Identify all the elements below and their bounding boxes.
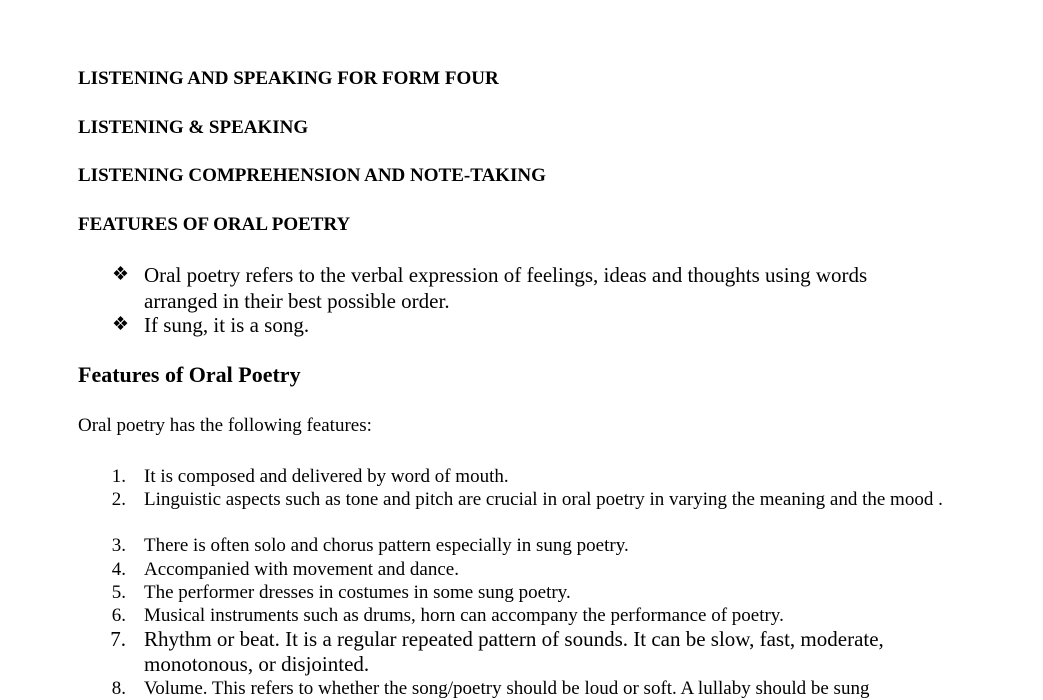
item-number: 5. bbox=[111, 582, 126, 603]
diamond-bullet-icon: ❖ bbox=[112, 314, 130, 335]
item-number: 1. bbox=[111, 466, 126, 487]
item-text: Accompanied with movement and dance. bbox=[144, 559, 459, 580]
item-number: 6. bbox=[111, 605, 126, 626]
subheading: Features of Oral Poetry bbox=[78, 362, 301, 387]
bullet-text: Oral poetry refers to the verbal expression of feelings, ideas and thoughts using words arranged in their best possible order. bbox=[144, 263, 868, 313]
item-number: 2. bbox=[111, 489, 126, 510]
item-text: Volume. This refers to whether the song/poetry should be loud or soft. A lullaby should be sung bbox=[144, 678, 870, 699]
intro-paragraph: Oral poetry has the following features: bbox=[78, 415, 372, 436]
item-text: There is often solo and chorus pattern especially in sung poetry. bbox=[144, 535, 629, 556]
section-heading: FEATURES OF ORAL POETRY bbox=[78, 214, 351, 235]
item-text: Rhythm or beat. It is a regular repeated pattern of sounds. It can be slow, fast, moderate, monotonous, or disjointed. bbox=[144, 627, 884, 676]
item-number: 3. bbox=[111, 535, 126, 556]
item-number: 4. bbox=[111, 559, 126, 580]
item-text: It is composed and delivered by word of mouth. bbox=[144, 466, 509, 487]
doc-title: LISTENING AND SPEAKING FOR FORM FOUR bbox=[78, 68, 499, 89]
item-number: 8. bbox=[111, 678, 126, 699]
item-text: Musical instruments such as drums, horn can accompany the performance of poetry. bbox=[144, 605, 784, 626]
diamond-bullet-icon: ❖ bbox=[112, 264, 130, 285]
section-heading: LISTENING & SPEAKING bbox=[78, 117, 309, 138]
item-text: The performer dresses in costumes in some sung poetry. bbox=[144, 582, 571, 603]
item-text: Linguistic aspects such as tone and pitch are crucial in oral poetry in varying the meaning and the mood . bbox=[144, 489, 943, 510]
item-number: 7. bbox=[110, 627, 126, 651]
section-heading: LISTENING COMPREHENSION AND NOTE-TAKING bbox=[78, 165, 546, 186]
bullet-text: If sung, it is a song. bbox=[144, 313, 310, 337]
